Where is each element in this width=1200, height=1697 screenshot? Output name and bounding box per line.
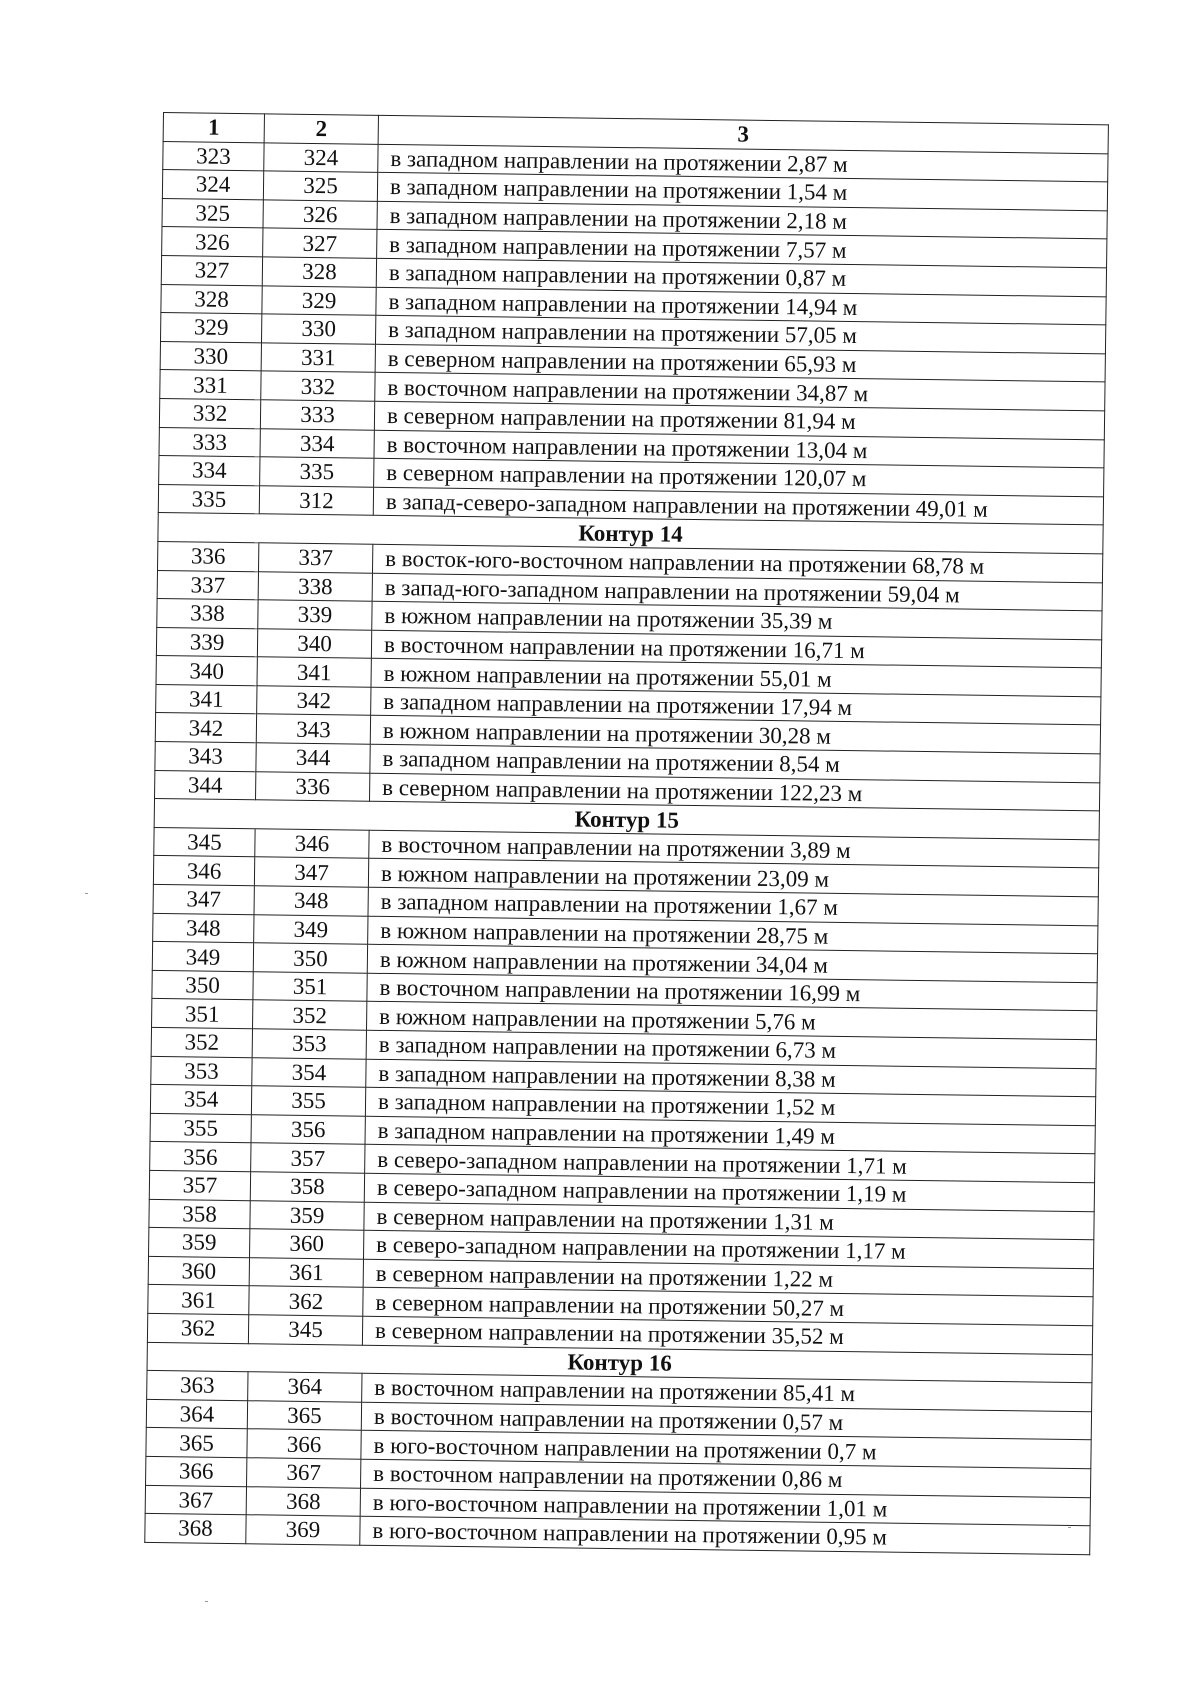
direction-description-cell: в западном направлении на протяжении 6,73 м (366, 1030, 1096, 1068)
direction-description-cell: в юго-восточном направлении на протяжении 0,7 м (361, 1431, 1091, 1469)
direction-description-cell: в восточном направлении на протяжении 3,89 м (369, 830, 1099, 868)
direction-description-cell: в западном направлении на протяжении 2,87 м (378, 144, 1108, 182)
point-from-cell: 337 (157, 570, 258, 600)
point-from-cell: 363 (147, 1371, 248, 1401)
direction-description-cell: в западном направлении на протяжении 7,57 м (377, 230, 1107, 268)
point-from-cell: 357 (149, 1170, 250, 1200)
point-to-cell: 367 (247, 1458, 361, 1488)
point-from-cell: 351 (152, 999, 253, 1029)
column-header-1: 1 (163, 113, 264, 143)
point-from-cell: 368 (145, 1513, 246, 1543)
point-to-cell: 345 (248, 1315, 362, 1345)
direction-description-cell: в западном направлении на протяжении 1,67 м (368, 887, 1098, 925)
point-to-cell: 353 (252, 1029, 366, 1059)
point-from-cell: 352 (151, 1027, 252, 1057)
point-to-cell: 349 (254, 914, 368, 944)
point-to-cell: 326 (263, 200, 377, 230)
point-to-cell: 344 (256, 743, 370, 773)
point-from-cell: 343 (155, 742, 256, 772)
point-to-cell: 369 (246, 1515, 360, 1545)
direction-description-cell: в западном направлении на протяжении 1,52 м (365, 1087, 1095, 1125)
point-to-cell: 325 (263, 171, 377, 201)
point-to-cell: 338 (258, 571, 372, 601)
direction-description-cell: в северо-западном направлении на протяжении 1,17 м (364, 1230, 1094, 1268)
direction-description-cell: в южном направлении на протяжении 30,28 м (370, 716, 1100, 754)
direction-description-cell: в северном направлении на протяжении 65,93 м (375, 344, 1105, 382)
direction-description-cell: в южном направлении на протяжении 34,04 м (367, 944, 1097, 982)
point-to-cell: 332 (261, 371, 375, 401)
point-from-cell: 339 (156, 627, 257, 657)
point-to-cell: 355 (251, 1086, 365, 1116)
direction-description-cell: в восточном направлении на протяжении 13,04 м (374, 430, 1104, 468)
point-from-cell: 344 (155, 770, 256, 800)
point-to-cell: 354 (252, 1057, 366, 1087)
point-from-cell: 341 (156, 684, 257, 714)
point-from-cell: 327 (161, 255, 262, 285)
point-from-cell: 336 (158, 541, 259, 571)
table-body (145, 141, 1108, 1554)
point-to-cell: 366 (247, 1429, 361, 1459)
point-to-cell: 333 (260, 400, 374, 430)
point-from-cell: 328 (161, 284, 262, 314)
direction-description-cell: в северном направлении на протяжении 1,22 м (363, 1259, 1093, 1297)
point-to-cell: 337 (258, 543, 372, 573)
direction-description-cell: в западном направлении на протяжении 8,54 м (370, 744, 1100, 782)
point-to-cell: 342 (257, 686, 371, 716)
point-to-cell: 339 (258, 600, 372, 630)
direction-description-cell: в северном направлении на протяжении 35,52 м (362, 1316, 1092, 1354)
point-from-cell: 325 (162, 198, 263, 228)
boundary-table-container (144, 112, 1108, 1555)
point-from-cell: 366 (146, 1456, 247, 1486)
point-to-cell: 348 (254, 886, 368, 916)
point-to-cell: 334 (260, 428, 374, 458)
contour-heading: Контур 15 (154, 799, 1099, 840)
point-to-cell: 336 (256, 771, 370, 801)
direction-description-cell: в западном направлении на протяжении 57,05 м (375, 315, 1105, 353)
boundary-table (144, 112, 1109, 1555)
point-from-cell: 354 (150, 1085, 251, 1115)
point-to-cell: 365 (247, 1400, 361, 1430)
direction-description-cell: в южном направлении на протяжении 5,76 м (366, 1002, 1096, 1040)
point-from-cell: 362 (147, 1313, 248, 1343)
direction-description-cell: в западном направлении на протяжении 0,87 м (376, 258, 1106, 296)
scan-speck (1068, 1527, 1071, 1528)
point-from-cell: 326 (162, 227, 263, 257)
point-to-cell: 340 (257, 628, 371, 658)
direction-description-cell: в северном направлении на протяжении 50,27 м (363, 1288, 1093, 1326)
point-to-cell: 328 (262, 257, 376, 287)
direction-description-cell: в юго-восточном направлении на протяжении 1,01 м (360, 1488, 1090, 1526)
direction-description-cell: в западном направлении на протяжении 1,54 м (377, 173, 1107, 211)
scan-speck (205, 1601, 208, 1602)
scan-speck (85, 893, 88, 894)
point-from-cell: 329 (160, 313, 261, 343)
point-from-cell: 355 (150, 1113, 251, 1143)
point-to-cell: 356 (251, 1115, 365, 1145)
point-to-cell: 331 (261, 343, 375, 373)
direction-description-cell: в восточном направлении на протяжении 16,99 м (367, 973, 1097, 1011)
point-to-cell: 357 (251, 1143, 365, 1173)
direction-description-cell: в восточном направлении на протяжении 16,71 м (371, 630, 1101, 668)
direction-description-cell: в северном направлении на протяжении 122,23 м (369, 773, 1099, 811)
point-to-cell: 327 (263, 228, 377, 258)
direction-description-cell: в запад-северо-западном направлении на протяжении 49,01 м (373, 487, 1103, 525)
point-to-cell: 346 (255, 829, 369, 859)
point-from-cell: 361 (148, 1285, 249, 1315)
point-from-cell: 324 (162, 170, 263, 200)
point-to-cell: 361 (249, 1257, 363, 1287)
direction-description-cell: в западном направлении на протяжении 17,94 м (371, 687, 1101, 725)
point-from-cell: 335 (158, 484, 259, 514)
point-from-cell: 340 (156, 656, 257, 686)
point-from-cell: 358 (149, 1199, 250, 1229)
point-from-cell: 353 (151, 1056, 252, 1086)
point-from-cell: 342 (155, 713, 256, 743)
direction-description-cell: в южном направлении на протяжении 55,01 м (371, 659, 1101, 697)
point-from-cell: 348 (153, 913, 254, 943)
point-from-cell: 367 (145, 1485, 246, 1515)
point-to-cell: 358 (250, 1172, 364, 1202)
direction-description-cell: в южном направлении на протяжении 35,39 м (372, 601, 1102, 639)
point-to-cell: 347 (254, 857, 368, 887)
point-to-cell: 312 (259, 486, 373, 516)
point-to-cell: 343 (256, 714, 370, 744)
direction-description-cell: в северо-западном направлении на протяжении 1,71 м (365, 1145, 1095, 1183)
direction-description-cell: в восточном направлении на протяжении 0,86 м (361, 1459, 1091, 1497)
direction-description-cell: в юго-восточном направлении на протяжении 0,95 м (360, 1516, 1090, 1554)
direction-description-cell: в западном направлении на протяжении 8,38 м (366, 1059, 1096, 1097)
point-to-cell: 341 (257, 657, 371, 687)
point-from-cell: 350 (152, 970, 253, 1000)
point-from-cell: 334 (159, 456, 260, 486)
point-from-cell: 323 (163, 141, 264, 171)
point-from-cell: 345 (154, 827, 255, 857)
point-from-cell: 338 (157, 599, 258, 629)
point-from-cell: 346 (153, 856, 254, 886)
direction-description-cell: в южном направлении на протяжении 23,09 м (368, 859, 1098, 897)
direction-description-cell: в восточном направлении на протяжении 0,57 м (361, 1402, 1091, 1440)
direction-description-cell: в южном направлении на протяжении 28,75 м (368, 916, 1098, 954)
point-from-cell: 347 (153, 884, 254, 914)
direction-description-cell: в западном направлении на протяжении 14,94 м (376, 287, 1106, 325)
direction-description-cell: в восточном направлении на протяжении 34,87 м (375, 373, 1105, 411)
direction-description-cell: в восток-юго-восточном направлении на протяжении 68,78 м (372, 544, 1102, 582)
point-to-cell: 330 (261, 314, 375, 344)
point-to-cell: 359 (250, 1200, 364, 1230)
point-to-cell: 335 (260, 457, 374, 487)
point-from-cell: 360 (148, 1256, 249, 1286)
direction-description-cell: в северном направлении на протяжении 81,94 м (374, 401, 1104, 439)
direction-description-cell: в северном направлении на протяжении 120,07 м (374, 458, 1104, 496)
point-to-cell: 324 (264, 142, 378, 172)
direction-description-cell: в восточном направлении на протяжении 85,41 м (362, 1373, 1092, 1411)
point-from-cell: 330 (160, 341, 261, 371)
column-header-2: 2 (264, 114, 378, 144)
point-from-cell: 332 (159, 398, 260, 428)
point-to-cell: 351 (253, 972, 367, 1002)
point-to-cell: 352 (253, 1000, 367, 1030)
point-from-cell: 356 (150, 1142, 251, 1172)
direction-description-cell: в северном направлении на протяжении 1,31 м (364, 1202, 1094, 1240)
contour-heading: Контур 14 (158, 513, 1103, 554)
point-to-cell: 350 (253, 943, 367, 973)
point-from-cell: 364 (146, 1399, 247, 1429)
point-to-cell: 360 (250, 1229, 364, 1259)
contour-heading: Контур 16 (147, 1342, 1092, 1383)
point-from-cell: 331 (160, 370, 261, 400)
point-from-cell: 333 (159, 427, 260, 457)
point-to-cell: 329 (262, 285, 376, 315)
point-to-cell: 368 (246, 1486, 360, 1516)
direction-description-cell: в северо-западном направлении на протяжении 1,19 м (364, 1173, 1094, 1211)
direction-description-cell: в западном направлении на протяжении 2,18 м (377, 201, 1107, 239)
point-from-cell: 359 (149, 1228, 250, 1258)
column-header-3: 3 (378, 115, 1108, 153)
direction-description-cell: в западном направлении на протяжении 1,49 м (365, 1116, 1095, 1154)
direction-description-cell: в запад-юго-западном направлении на протяжении 59,04 м (372, 573, 1102, 611)
point-from-cell: 349 (152, 942, 253, 972)
point-from-cell: 365 (146, 1428, 247, 1458)
point-to-cell: 362 (249, 1286, 363, 1316)
point-to-cell: 364 (248, 1372, 362, 1402)
